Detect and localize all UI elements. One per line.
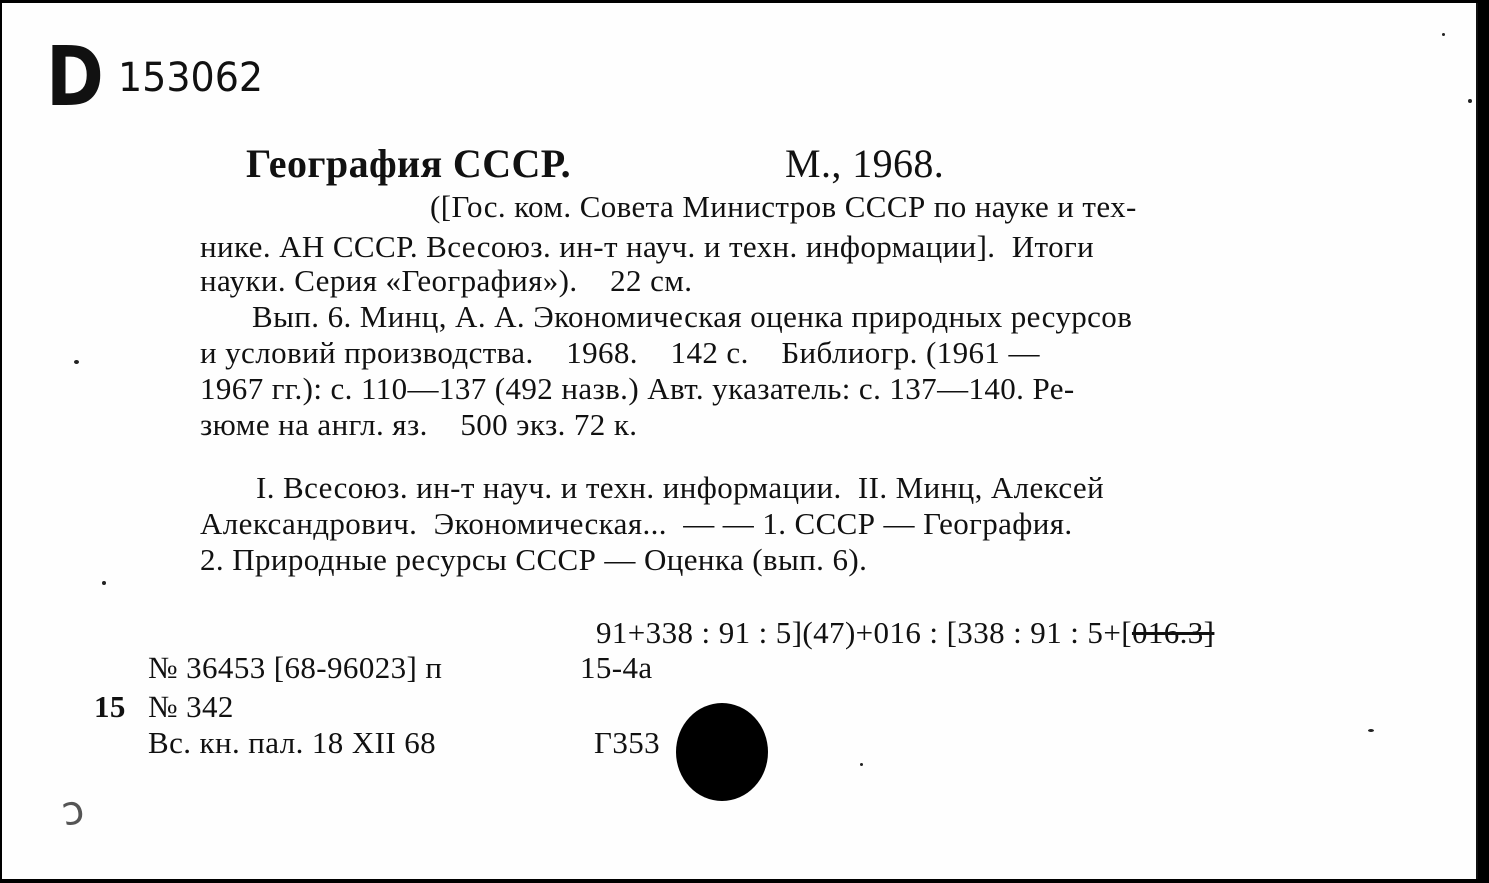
title-imprint: М., 1968. (785, 141, 945, 186)
body-line-2: нике. АН СССР. Всесоюз. ин-т науч. и техн. информации]. Итоги (200, 229, 1095, 264)
ink-blot-mark (676, 703, 768, 801)
classification-struck: 016.3] (1131, 615, 1215, 650)
speck (74, 360, 79, 364)
body-line-5: и условий производства. 1968. 142 с. Библиогр. (1961 — (200, 335, 1040, 370)
speck (1442, 33, 1445, 36)
shelf-code: Г353 (594, 725, 661, 760)
catalog-card (2, 3, 1478, 879)
stamp-number: 153062 (118, 55, 264, 101)
tracing-line-2: Александрович. Экономическая... — — 1. СССР — География. (200, 506, 1073, 541)
book-chamber-stamp: Вс. кн. пал. 18 XII 68 (148, 725, 437, 760)
stamp-letter: D (46, 30, 104, 125)
issue-prefix: 15 (94, 689, 126, 724)
classification-main: 91+338 : 91 : 5](47)+016 : [338 : 91 : 5+[ (596, 615, 1132, 650)
body-line-1: ([Гос. ком. Совета Министров СССР по науке и тех- (430, 189, 1137, 224)
classification-index (596, 613, 1214, 653)
body-line-4: Вып. 6. Минц, А. А. Экономическая оценка природных ресурсов (252, 299, 1133, 334)
body-line-3: науки. Серия «География»). 22 см. (200, 263, 693, 298)
speck (860, 763, 863, 766)
tracing-line-3: 2. Природные ресурсы СССР — Оценка (вып. 6). (200, 542, 868, 577)
title-line (246, 141, 944, 187)
handwritten-mark: ɔ (58, 786, 88, 836)
speck (1368, 729, 1374, 732)
record-code: 15-4а (580, 650, 653, 685)
issue-number: № 342 (148, 689, 234, 724)
tracing-line-1: I. Всесоюз. ин-т науч. и техн. информации. II. Минц, Алексей (256, 470, 1105, 505)
title-heading: География СССР. (246, 141, 572, 186)
body-line-6: 1967 гг.): с. 110—137 (492 назв.) Авт. указатель: с. 137—140. Ре- (200, 371, 1075, 406)
speck (1468, 99, 1472, 103)
record-number: № 36453 [68-96023] п (148, 650, 443, 685)
body-line-7: зюме на англ. яз. 500 экз. 72 к. (200, 407, 638, 442)
speck (102, 581, 106, 585)
